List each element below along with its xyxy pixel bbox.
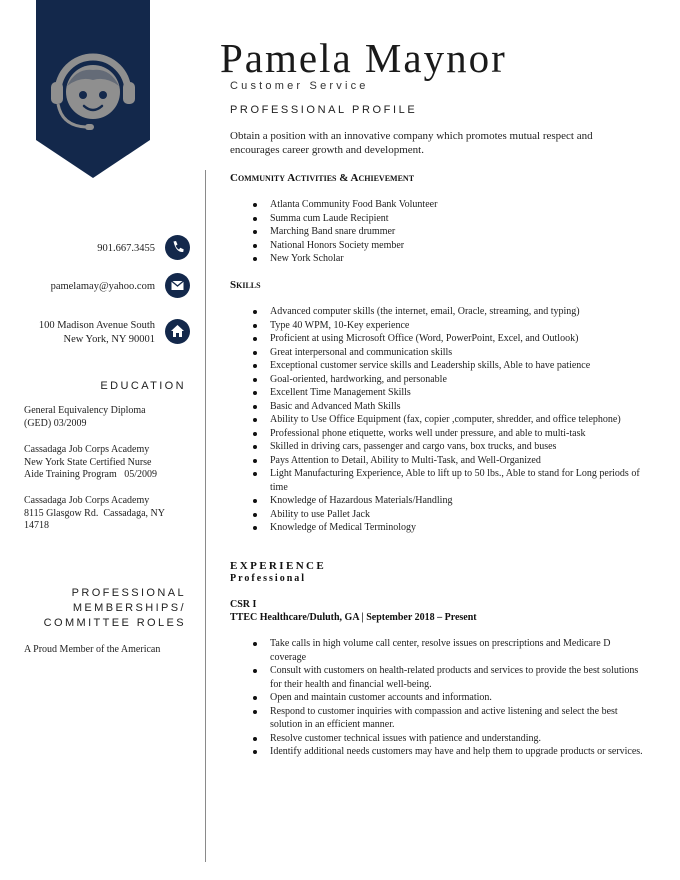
list-item: Take calls in high volume call center, resolve issues on prescriptions and Medicare D coverage <box>230 637 648 664</box>
candidate-title: Customer Service <box>230 80 369 92</box>
list-item: New York Scholar <box>230 252 650 266</box>
email-address[interactable]: pamelamay@yahoo.com <box>50 281 155 292</box>
community-list <box>230 198 650 266</box>
list-item: Goal-oriented, hardworking, and personable <box>230 373 640 387</box>
list-item: Resolve customer technical issues with patience and understanding. <box>230 732 648 746</box>
education-line: 14718 <box>24 520 49 531</box>
profile-heading: PROFESSIONAL PROFILE <box>230 104 418 116</box>
address <box>39 319 155 346</box>
list-item: Consult with customers on health-related products and services to provide the best solutions for their health and financial well-being. <box>230 664 648 691</box>
home-icon <box>165 319 190 344</box>
education-line: Cassadaga Job Corps Academy <box>24 495 150 506</box>
list-item: Excellent Time Management Skills <box>230 386 640 400</box>
education-entry <box>24 444 199 482</box>
list-item: Respond to customer inquiries with compassion and active listening and select the best solution in an efficient manner. <box>230 705 648 732</box>
list-item: Marching Band snare drummer <box>230 225 650 239</box>
skills-list <box>230 305 640 535</box>
list-item: Atlanta Community Food Bank Volunteer <box>230 198 650 212</box>
education-line: General Equivalency Diploma <box>24 405 146 416</box>
list-item: Identify additional needs customers may have and help them to upgrade products or services. <box>230 745 648 759</box>
membership-text: A Proud Member of the American <box>24 644 161 655</box>
list-item: Type 40 WPM, 10-Key experience <box>230 319 640 333</box>
list-item: Ability to Use Office Equipment (fax, copier ,computer, shredder, and office telephone) <box>230 413 640 427</box>
list-item: Knowledge of Hazardous Materials/Handling <box>230 494 640 508</box>
education-line: Aide Training Program 05/2009 <box>24 469 158 480</box>
address-line-2: New York, NY 90001 <box>63 333 155 345</box>
education-entry <box>24 495 199 533</box>
list-item: Light Manufacturing Experience, Able to lift up to 50 lbs., Able to stand for Long periods of time <box>230 467 640 494</box>
education-line: Cassadaga Job Corps Academy <box>24 444 150 455</box>
address-line-1: 100 Madison Avenue South <box>38 320 155 331</box>
list-item: Basic and Advanced Math Skills <box>230 400 640 414</box>
experience-subheading: Professional <box>230 573 307 584</box>
memberships-heading-line: COMMITTEE ROLES <box>43 617 186 629</box>
candidate-name: Pamela Maynor <box>220 35 507 81</box>
memberships-heading <box>44 586 186 631</box>
list-item: Great interpersonal and communication skills <box>230 346 640 360</box>
avatar-headset-icon <box>36 0 150 178</box>
education-line: 8115 Glasgow Rd. Cassadaga, NY <box>24 507 166 519</box>
list-item: Ability to use Pallet Jack <box>230 508 640 522</box>
phone-icon <box>165 235 190 260</box>
profile-text: Obtain a position with an innovative company which promotes mutual respect and encourages career growth and development. <box>230 130 593 156</box>
header-banner <box>36 0 150 178</box>
envelope-icon <box>165 273 190 298</box>
list-item: Professional phone etiquette, works well under pressure, and able to multi-task <box>230 427 640 441</box>
education-entry <box>24 405 199 430</box>
list-item: Knowledge of Medical Terminology <box>230 521 640 535</box>
phone-number: 901.667.3455 <box>97 243 155 254</box>
list-item: National Honors Society member <box>230 239 650 253</box>
list-item: Proficient at using Microsoft Office (Word, PowerPoint, Excel, and Outlook) <box>230 332 640 346</box>
list-item: Skilled in driving cars, passenger and cargo vans, box trucks, and buses <box>230 440 640 454</box>
list-item: Summa cum Laude Recipient <box>230 212 650 226</box>
list-item: Open and maintain customer accounts and information. <box>230 691 648 705</box>
education-heading: EDUCATION <box>100 380 186 392</box>
memberships-heading-line: PROFESSIONAL <box>71 587 186 599</box>
column-divider <box>205 170 206 862</box>
memberships-heading-line: MEMBERSHIPS/ <box>72 602 186 614</box>
job-duties-list <box>230 637 648 759</box>
education-line: (GED) 03/2009 <box>24 417 87 429</box>
community-heading: Community Activities & Achievement <box>230 172 415 184</box>
list-item: Pays Attention to Detail, Ability to Multi-Task, and Well-Organized <box>230 454 640 468</box>
experience-heading: EXPERIENCE <box>230 560 327 572</box>
list-item: Exceptional customer service skills and Leadership skills, Able to have patience <box>230 359 640 373</box>
education-line: New York State Certified Nurse <box>24 456 152 468</box>
skills-heading: Skills <box>230 279 261 291</box>
job-employer-dates: TTEC Healthcare/Duluth, GA | September 2018 – Present <box>230 612 477 623</box>
job-role: CSR I <box>230 599 257 610</box>
list-item: Advanced computer skills (the internet, email, Oracle, streaming, and typing) <box>230 305 640 319</box>
